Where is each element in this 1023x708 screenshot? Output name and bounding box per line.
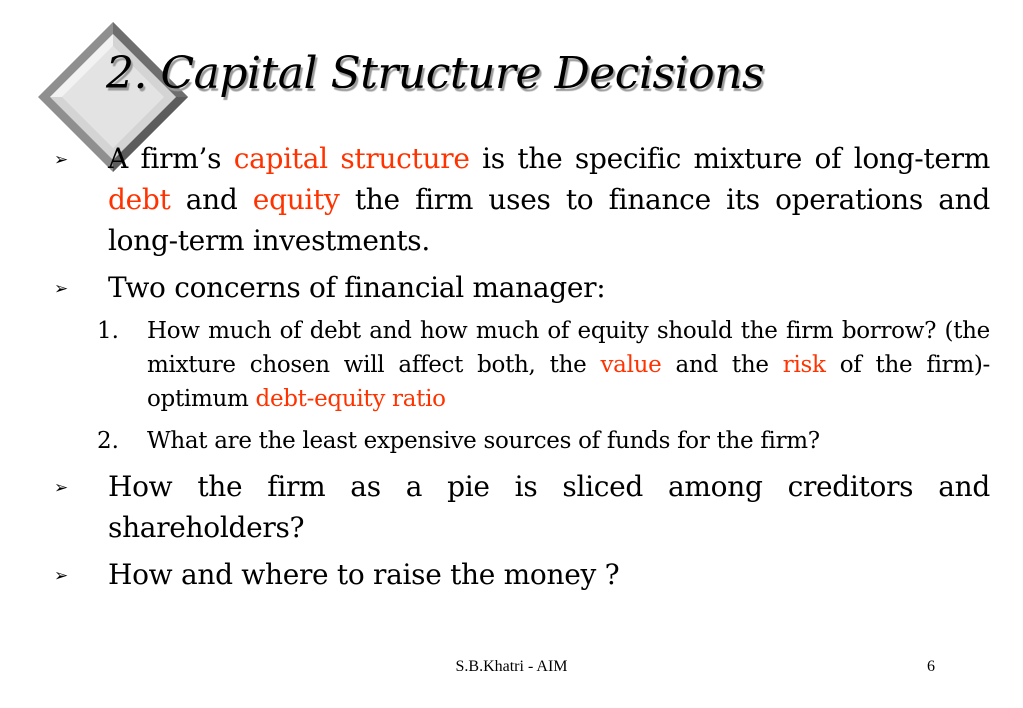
highlight-term: value — [600, 352, 662, 378]
numbered-item — [50, 424, 990, 458]
numbered-item — [50, 314, 990, 416]
item-number: 1. — [97, 318, 119, 344]
slide-content — [50, 138, 990, 601]
item-number: 2. — [97, 428, 119, 454]
numbered-text: What are the least expensive sources of funds for the firm? — [147, 428, 820, 454]
bullet-text: How the firm as a pie is sliced among creditors and shareholders? — [108, 470, 990, 544]
arrow-bullet-icon: ➢ — [54, 150, 69, 170]
footer-author: S.B.Khatri - AIM — [455, 658, 568, 675]
arrow-bullet-icon: ➢ — [54, 566, 69, 586]
highlight-term: debt-equity ratio — [255, 386, 446, 412]
highlight-term: equity — [252, 183, 340, 216]
page-number: 6 — [927, 658, 935, 675]
bullet-item — [50, 466, 990, 548]
highlight-term: risk — [782, 352, 826, 378]
bullet-text: A firm’s capital structure is the specific mixture of long-term debt and equity the firm uses to finance its operations and long-term investments. — [108, 142, 990, 257]
slide-title: 2. Capital Structure Decisions — [106, 48, 765, 99]
arrow-bullet-icon: ➢ — [54, 478, 69, 498]
bullet-item — [50, 267, 990, 308]
numbered-text: How much of debt and how much of equity should the firm borrow? (the mixture chosen will affect both, the value and the risk of the firm)- optimum debt-equity ratio — [147, 318, 990, 412]
highlight-term: debt — [108, 183, 171, 216]
bullet-text: Two concerns of financial manager: — [108, 271, 606, 304]
arrow-bullet-icon: ➢ — [54, 279, 69, 299]
bullet-item — [50, 554, 990, 595]
bullet-item — [50, 138, 990, 261]
bullet-text: How and where to raise the money ? — [108, 558, 620, 591]
highlight-term: capital structure — [233, 142, 470, 175]
